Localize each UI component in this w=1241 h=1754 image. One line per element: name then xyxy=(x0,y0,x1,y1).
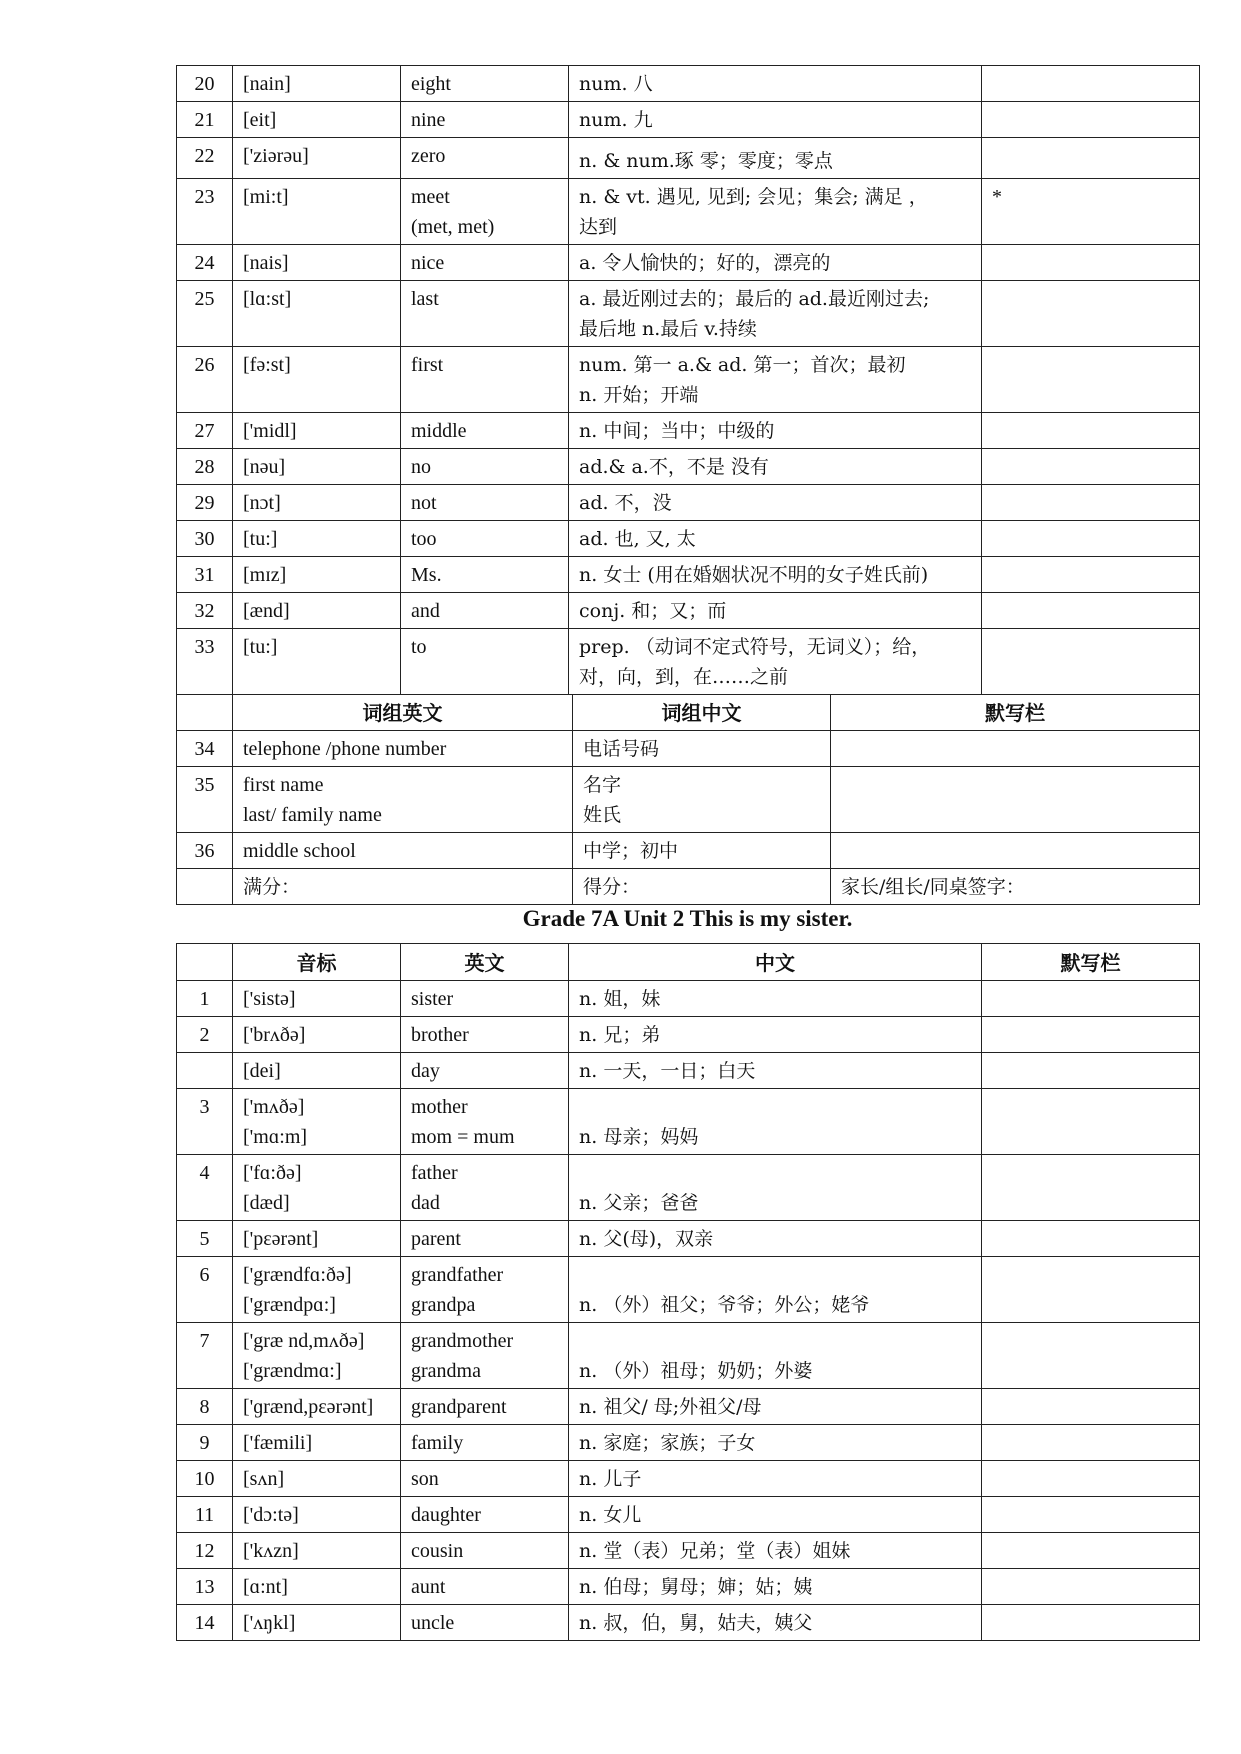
chinese-meaning: n. 堂（表）兄弟；堂（表）姐妹 xyxy=(569,1533,982,1569)
chinese-meaning: n. 父亲；爸爸 xyxy=(569,1155,982,1221)
english-line: family xyxy=(411,1432,464,1454)
row-number: 26 xyxy=(177,347,233,413)
phonetic xyxy=(233,1323,401,1389)
english-line: uncle xyxy=(411,1612,455,1634)
row-number: 12 xyxy=(177,1533,233,1569)
chinese-meaning xyxy=(569,593,982,629)
vocab-row xyxy=(177,1533,1200,1569)
chinese-line: 最后地 n.最后 v.持续 xyxy=(579,318,757,340)
phonetic-line: ['kʌzn] xyxy=(243,1540,299,1562)
phrase-english xyxy=(233,767,573,833)
phonetic-line: ['mʌðə] xyxy=(243,1096,305,1118)
vocab-row xyxy=(177,557,1200,593)
english-word xyxy=(401,981,569,1017)
chinese-line: num. 第一 a.& ad. 第一；首次；最初 xyxy=(579,354,906,376)
vocab-row xyxy=(177,347,1200,413)
row-number: 9 xyxy=(177,1425,233,1461)
score-label: 得分： xyxy=(573,869,831,905)
phonetic xyxy=(233,1533,401,1569)
english-line: nice xyxy=(411,252,445,274)
phonetic xyxy=(233,1497,401,1533)
english-word xyxy=(401,1323,569,1389)
chinese-meaning xyxy=(569,485,982,521)
vocab-row xyxy=(177,102,1200,138)
header-chinese: 中文 xyxy=(569,944,982,981)
vocab-row xyxy=(177,245,1200,281)
phonetic: ['ziərəu] xyxy=(233,138,401,179)
dictation-cell[interactable] xyxy=(982,593,1200,629)
vocab-row xyxy=(177,1017,1200,1053)
row-number: 6 xyxy=(177,1257,233,1323)
chinese-meaning xyxy=(569,521,982,557)
dictation-cell[interactable] xyxy=(982,1389,1200,1425)
chinese-line: 对，向，到，在……之前 xyxy=(579,666,789,688)
english-word xyxy=(401,1461,569,1497)
row-number: 14 xyxy=(177,1605,233,1641)
full-score-label: 满分： xyxy=(233,869,573,905)
dictation-cell[interactable] xyxy=(982,1323,1200,1389)
row-number: 34 xyxy=(177,731,233,767)
row-number: 25 xyxy=(177,281,233,347)
vocab-row xyxy=(177,1089,1200,1155)
english-word xyxy=(401,413,569,449)
phonetic: [eit] xyxy=(233,102,401,138)
dictation-cell[interactable] xyxy=(982,1053,1200,1089)
row-number: 5 xyxy=(177,1221,233,1257)
dictation-cell[interactable] xyxy=(982,1461,1200,1497)
chinese-line: prep. （动词不定式符号，无词义）；给， xyxy=(579,636,931,658)
phonetic xyxy=(233,1053,401,1089)
chinese-line: n. 中间；当中；中级的 xyxy=(579,420,775,442)
english-line: Ms. xyxy=(411,564,442,586)
row-number: 4 xyxy=(177,1155,233,1221)
english-word xyxy=(401,1533,569,1569)
phonetic: [tu:] xyxy=(233,629,401,695)
english-word xyxy=(401,102,569,138)
dictation-cell[interactable] xyxy=(982,245,1200,281)
phonetic xyxy=(233,1389,401,1425)
phonetic-line: [ɑ:nt] xyxy=(243,1576,288,1598)
english-word xyxy=(401,281,569,347)
vocab-row xyxy=(177,1221,1200,1257)
chinese-meaning xyxy=(569,557,982,593)
phonetic-line: ['dɔ:tə] xyxy=(243,1504,299,1526)
english-word xyxy=(401,1569,569,1605)
vocab-row xyxy=(177,1425,1200,1461)
phonetic: [lɑ:st] xyxy=(233,281,401,347)
english-line: daughter xyxy=(411,1504,481,1526)
row-number: 21 xyxy=(177,102,233,138)
row-number: 33 xyxy=(177,629,233,695)
row-number: 1 xyxy=(177,981,233,1017)
english-word xyxy=(401,1497,569,1533)
row-number: 32 xyxy=(177,593,233,629)
english-word xyxy=(401,1605,569,1641)
english-line: sister xyxy=(411,988,454,1010)
row-number: 29 xyxy=(177,485,233,521)
dictation-cell[interactable]: * xyxy=(982,179,1200,245)
phonetic-line: ['grændfɑ:ðə] xyxy=(243,1264,352,1286)
dictation-cell[interactable] xyxy=(982,1155,1200,1221)
english-line: grandma xyxy=(411,1360,481,1382)
phrase-chinese xyxy=(573,767,831,833)
phonetic xyxy=(233,1089,401,1155)
english-word xyxy=(401,245,569,281)
phonetic-line: ['fɑ:ðə] xyxy=(243,1162,302,1184)
row-number: 27 xyxy=(177,413,233,449)
vocab-row xyxy=(177,66,1200,102)
phonetic-line: [sʌn] xyxy=(243,1468,285,1490)
unit-title: Grade 7A Unit 2 This is my sister. xyxy=(522,906,853,931)
row-number: 3 xyxy=(177,1089,233,1155)
vocab-row xyxy=(177,1605,1200,1641)
phonetic xyxy=(233,1155,401,1221)
chinese-meaning: n. 女儿 xyxy=(569,1497,982,1533)
chinese-meaning xyxy=(569,629,982,695)
footer-blank xyxy=(177,869,233,905)
phonetic-line: ['pɛərənt] xyxy=(243,1228,319,1250)
english-word xyxy=(401,347,569,413)
phonetic xyxy=(233,1221,401,1257)
phonetic: [fə:st] xyxy=(233,347,401,413)
phrase-chinese xyxy=(573,731,831,767)
chinese-meaning: n. 兄；弟 xyxy=(569,1017,982,1053)
chinese-line: a. 最近刚过去的；最后的 ad.最近刚过去; xyxy=(579,288,930,310)
english-line: cousin xyxy=(411,1540,464,1562)
chinese-meaning: n. 叔，伯，舅，姑夫，姨父 xyxy=(569,1605,982,1641)
header-blank xyxy=(177,944,233,981)
dictation-cell[interactable] xyxy=(982,347,1200,413)
header-english: 英文 xyxy=(401,944,569,981)
header-dictation: 默写栏 xyxy=(982,944,1200,981)
english-word xyxy=(401,179,569,245)
english-line: middle xyxy=(411,420,467,442)
english-line: and xyxy=(411,600,440,622)
chinese-meaning: n. 伯母；舅母；婶；姑；姨 xyxy=(569,1569,982,1605)
phrase-chinese-line: 姓氏 xyxy=(583,804,622,826)
phonetic-line: ['sistə] xyxy=(243,988,296,1010)
chinese-line: n. & num.琢 零；零度；零点 xyxy=(579,150,833,172)
phrase-header-chinese: 词组中文 xyxy=(573,695,831,731)
vocab-row xyxy=(177,1497,1200,1533)
chinese-line: n. 女士 (用在婚姻状况不明的女子姓氏前) xyxy=(579,564,929,586)
phrase-row xyxy=(177,767,1200,833)
english-line: not xyxy=(411,492,437,514)
chinese-meaning: n. 祖父/ 母;外祖父/母 xyxy=(569,1389,982,1425)
english-line: dad xyxy=(411,1192,440,1214)
chinese-meaning xyxy=(569,66,982,102)
english-line: nine xyxy=(411,109,446,131)
phrase-chinese-line: 中学；初中 xyxy=(583,840,679,862)
row-number: 8 xyxy=(177,1389,233,1425)
dictation-cell[interactable] xyxy=(982,629,1200,695)
english-line: grandpa xyxy=(411,1294,476,1316)
phonetic: [nəu] xyxy=(233,449,401,485)
vocab-row xyxy=(177,1053,1200,1089)
phonetic-line: ['mɑ:m] xyxy=(243,1126,308,1148)
english-word xyxy=(401,1017,569,1053)
phonetic-line: ['fæmili] xyxy=(243,1432,313,1454)
chinese-meaning: n. 儿子 xyxy=(569,1461,982,1497)
phrase-header-english: 词组英文 xyxy=(233,695,573,731)
chinese-meaning: n. 一天，一日；白天 xyxy=(569,1053,982,1089)
phonetic xyxy=(233,1257,401,1323)
vocab-row xyxy=(177,593,1200,629)
phrase-english xyxy=(233,731,573,767)
phonetic-line: ['grændmɑ:] xyxy=(243,1360,342,1382)
phrase-row xyxy=(177,833,1200,869)
phonetic-line: ['græ nd,mʌðə] xyxy=(243,1330,365,1352)
chinese-meaning xyxy=(569,179,982,245)
english-word xyxy=(401,557,569,593)
chinese-meaning xyxy=(569,245,982,281)
phonetic-line: ['ɡrænd,pɛərənt] xyxy=(243,1396,374,1418)
dictation-cell[interactable] xyxy=(982,1569,1200,1605)
row-number: 22 xyxy=(177,138,233,179)
english-word xyxy=(401,521,569,557)
english-word xyxy=(401,485,569,521)
vocab-row xyxy=(177,449,1200,485)
phrase-header-blank xyxy=(177,695,233,731)
row-number: 23 xyxy=(177,179,233,245)
english-line: brother xyxy=(411,1024,469,1046)
dictation-cell[interactable] xyxy=(982,281,1200,347)
english-line: zero xyxy=(411,145,446,167)
english-word xyxy=(401,1389,569,1425)
chinese-line: a. 令人愉快的；好的，漂亮的 xyxy=(579,252,831,274)
english-word xyxy=(401,1425,569,1461)
dictation-cell[interactable] xyxy=(982,1497,1200,1533)
chinese-line: n. 开始；开端 xyxy=(579,384,699,406)
dictation-cell[interactable] xyxy=(982,449,1200,485)
english-word xyxy=(401,449,569,485)
row-number: 11 xyxy=(177,1497,233,1533)
dictation-cell[interactable] xyxy=(982,1221,1200,1257)
phonetic-line: ['ʌŋkl] xyxy=(243,1612,296,1634)
phonetic xyxy=(233,1425,401,1461)
unit2-vocab-table xyxy=(176,943,1200,1641)
dictation-cell[interactable] xyxy=(982,102,1200,138)
dictation-cell[interactable] xyxy=(982,1605,1200,1641)
chinese-meaning xyxy=(569,413,982,449)
english-line: to xyxy=(411,636,427,658)
english-word xyxy=(401,1053,569,1089)
phonetic-line: ['grændpɑ:] xyxy=(243,1294,336,1316)
vocab-row xyxy=(177,1389,1200,1425)
row-number: 30 xyxy=(177,521,233,557)
chinese-meaning xyxy=(569,138,982,179)
english-line: last xyxy=(411,288,439,310)
chinese-line: 达到 xyxy=(579,216,618,238)
row-number: 28 xyxy=(177,449,233,485)
english-word xyxy=(401,593,569,629)
vocab-row xyxy=(177,281,1200,347)
score-footer-row xyxy=(177,869,1200,905)
row-number: 24 xyxy=(177,245,233,281)
vocab-row xyxy=(177,413,1200,449)
phonetic xyxy=(233,1461,401,1497)
dictation-cell[interactable] xyxy=(982,138,1200,179)
dictation-cell[interactable] xyxy=(982,1257,1200,1323)
dictation-cell[interactable] xyxy=(982,557,1200,593)
english-line: father xyxy=(411,1162,458,1184)
phonetic: [nain] xyxy=(233,66,401,102)
phrase-english-line: middle school xyxy=(243,840,356,862)
phonetic: [nais] xyxy=(233,245,401,281)
english-line: grandmother xyxy=(411,1330,514,1352)
vocab-row xyxy=(177,485,1200,521)
signature-label: 家长/组长/同桌签字： xyxy=(831,869,1200,905)
dictation-cell[interactable] xyxy=(831,833,1200,869)
vocab-table-continued xyxy=(176,65,1200,695)
phrase-english xyxy=(233,833,573,869)
dictation-cell[interactable] xyxy=(982,1533,1200,1569)
row-number: 36 xyxy=(177,833,233,869)
phonetic xyxy=(233,1605,401,1641)
phrase-english-line: last/ family name xyxy=(243,804,382,826)
phrase-english-line: first name xyxy=(243,774,324,796)
chinese-line: conj. 和；又；而 xyxy=(579,600,727,622)
english-line: grandparent xyxy=(411,1396,507,1418)
dictation-cell[interactable] xyxy=(982,1017,1200,1053)
chinese-meaning xyxy=(569,102,982,138)
english-line: eight xyxy=(411,73,451,95)
chinese-meaning: n. 父(母)，双亲 xyxy=(569,1221,982,1257)
english-line: mother xyxy=(411,1096,468,1118)
english-word xyxy=(401,1155,569,1221)
chinese-line: n. & vt. 遇见, 见到; 会见；集会; 满足 ， xyxy=(579,186,928,208)
dictation-cell[interactable] xyxy=(982,521,1200,557)
dictation-cell[interactable] xyxy=(982,981,1200,1017)
dictation-cell[interactable] xyxy=(982,66,1200,102)
phonetic xyxy=(233,1569,401,1605)
english-line: meet xyxy=(411,186,450,208)
vocab-row xyxy=(177,1323,1200,1389)
english-line: no xyxy=(411,456,431,478)
dictation-cell[interactable] xyxy=(982,485,1200,521)
phrase-header-row xyxy=(177,695,1200,731)
chinese-meaning: n. （外）祖父；爷爷；外公；姥爷 xyxy=(569,1257,982,1323)
vocab-row xyxy=(177,629,1200,695)
chinese-meaning: n. 家庭；家族；子女 xyxy=(569,1425,982,1461)
english-word xyxy=(401,1089,569,1155)
phonetic xyxy=(233,1017,401,1053)
phonetic: [nɔt] xyxy=(233,485,401,521)
phonetic-line: [dæd] xyxy=(243,1192,290,1214)
phrase-table xyxy=(176,694,1200,905)
row-number: 13 xyxy=(177,1569,233,1605)
english-line: day xyxy=(411,1060,440,1082)
dictation-cell[interactable] xyxy=(982,1425,1200,1461)
phonetic: [mi:t] xyxy=(233,179,401,245)
english-line: first xyxy=(411,354,444,376)
phrase-row xyxy=(177,731,1200,767)
phonetic-line: [dei] xyxy=(243,1060,281,1082)
phrase-chinese xyxy=(573,833,831,869)
chinese-line: ad.& a.不，不是 没有 xyxy=(579,456,769,478)
chinese-meaning: n. （外）祖母；奶奶；外婆 xyxy=(569,1323,982,1389)
english-line: mom = mum xyxy=(411,1126,515,1148)
dictation-cell[interactable] xyxy=(982,413,1200,449)
phonetic xyxy=(233,981,401,1017)
dictation-cell[interactable] xyxy=(831,731,1200,767)
chinese-meaning: n. 母亲；妈妈 xyxy=(569,1089,982,1155)
vocab-row xyxy=(177,521,1200,557)
chinese-meaning: n. 姐，妹 xyxy=(569,981,982,1017)
english-line: grandfather xyxy=(411,1264,504,1286)
english-line: too xyxy=(411,528,437,550)
english-word xyxy=(401,138,569,179)
row-number: 35 xyxy=(177,767,233,833)
english-line: son xyxy=(411,1468,439,1490)
row-number: 20 xyxy=(177,66,233,102)
row-number: 2 xyxy=(177,1017,233,1053)
chinese-line: num. 八 xyxy=(579,73,653,95)
english-line: (met, met) xyxy=(411,216,495,238)
chinese-meaning xyxy=(569,347,982,413)
phrase-header-dictation: 默写栏 xyxy=(831,695,1200,731)
chinese-line: ad. 不，没 xyxy=(579,492,672,514)
phrase-chinese-line: 电话号码 xyxy=(583,738,660,760)
row-number: 31 xyxy=(177,557,233,593)
english-word xyxy=(401,1257,569,1323)
phrase-english-line: telephone /phone number xyxy=(243,738,447,760)
vocab-row xyxy=(177,1461,1200,1497)
english-word xyxy=(401,66,569,102)
chinese-line: ad. 也, 又, 太 xyxy=(579,528,696,550)
chinese-line: num. 九 xyxy=(579,109,653,131)
english-word xyxy=(401,629,569,695)
row-number xyxy=(177,1053,233,1089)
phonetic: ['midl] xyxy=(233,413,401,449)
vocab-row xyxy=(177,1257,1200,1323)
phonetic: [tu:] xyxy=(233,521,401,557)
vocab-row xyxy=(177,1569,1200,1605)
dictation-cell[interactable] xyxy=(982,1089,1200,1155)
phonetic: [ænd] xyxy=(233,593,401,629)
vocab-row xyxy=(177,1155,1200,1221)
english-word xyxy=(401,1221,569,1257)
vocab-row xyxy=(177,179,1200,245)
dictation-cell[interactable] xyxy=(831,767,1200,833)
vocab-row xyxy=(177,981,1200,1017)
english-line: parent xyxy=(411,1228,461,1250)
phonetic-line: ['brʌðə] xyxy=(243,1024,306,1046)
vocab-row xyxy=(177,138,1200,179)
english-line: aunt xyxy=(411,1576,446,1598)
header-ipa: 音标 xyxy=(233,944,401,981)
phonetic: [mɪz] xyxy=(233,557,401,593)
row-number: 10 xyxy=(177,1461,233,1497)
unit2-header-row xyxy=(177,944,1200,981)
chinese-meaning xyxy=(569,449,982,485)
chinese-meaning xyxy=(569,281,982,347)
row-number: 7 xyxy=(177,1323,233,1389)
phrase-chinese-line: 名字 xyxy=(583,774,622,796)
